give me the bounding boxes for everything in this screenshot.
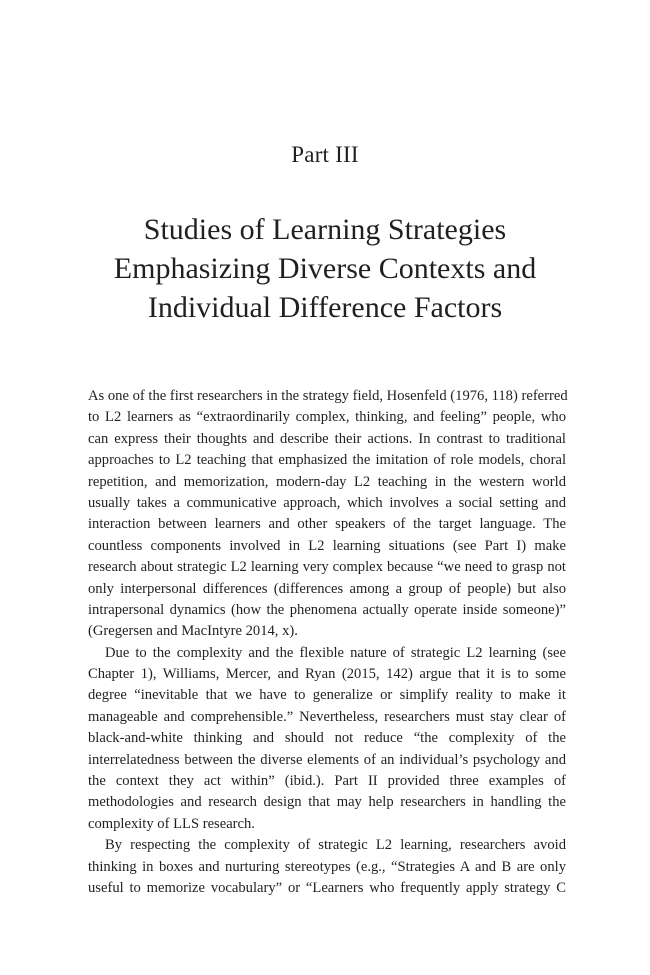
text-line: to L2 learners as “extraordinarily complex, thinking, and feeling” people, who xyxy=(88,409,566,426)
text-line: manageable and comprehensible.” Nevertheless, researchers must stay clear of xyxy=(88,708,566,725)
text-line: thinking in boxes and nurturing stereotypes (e.g., “Strategies A and B are only xyxy=(88,858,566,875)
text-line: the context they act within” (ibid.). Part II provided three examples of xyxy=(88,773,566,790)
text-line: usually takes a communicative approach, which involves a social setting and xyxy=(88,494,566,511)
part-label: Part III xyxy=(291,142,359,167)
text-line: black-and-white thinking and should not reduce “the complexity of the xyxy=(88,730,566,747)
title-line: Individual Difference Factors xyxy=(147,291,503,324)
title-line: Emphasizing Diverse Contexts and xyxy=(113,252,537,285)
text-line: degree “inevitable that we have to generalize or simplify reality to make it xyxy=(88,687,566,704)
text-line: repetition, and memorization, modern-day L2 teaching in the western world xyxy=(88,473,566,490)
text-line: countless components involved in L2 learning situations (see Part I) make xyxy=(88,537,566,554)
text-line: As one of the first researchers in the strategy field, Hosenfeld (1976, 118) referred xyxy=(88,388,568,404)
text-line: (Gregersen and MacIntyre 2014, x). xyxy=(88,623,298,640)
text-line: methodologies and research design that may help researchers in handling the xyxy=(88,794,566,811)
text-line: interrelatedness between the diverse elements of an individual’s psychology and xyxy=(88,751,566,768)
text-line: complexity of LLS research. xyxy=(88,815,255,832)
text-line: useful to memorize vocabulary” or “Learners who frequently apply strategy C xyxy=(88,879,566,896)
text-line: can express their thoughts and describe their actions. In contrast to traditional xyxy=(88,430,566,447)
text-line: only interpersonal differences (differences among a group of people) but also xyxy=(88,580,566,597)
text-line: research about strategic L2 learning very complex because “we need to grasp not xyxy=(88,559,566,576)
text-line: Due to the complexity and the flexible nature of strategic L2 learning (see xyxy=(105,644,566,661)
text-line: approaches to L2 teaching that emphasized the imitation of role models, choral xyxy=(88,452,566,469)
title-line: Studies of Learning Strategies xyxy=(143,213,507,246)
body-text xyxy=(88,386,566,899)
text-line: Chapter 1), Williams, Mercer, and Ryan (2015, 142) argue that it is to some xyxy=(88,666,566,683)
part-title xyxy=(60,210,590,327)
text-line: intrapersonal dynamics (how the phenomena actually operate inside someone)” xyxy=(88,601,566,618)
text-line: By respecting the complexity of strategic L2 learning, researchers avoid xyxy=(105,837,566,854)
text-line: interaction between learners and other speakers of the target language. The xyxy=(88,516,566,533)
